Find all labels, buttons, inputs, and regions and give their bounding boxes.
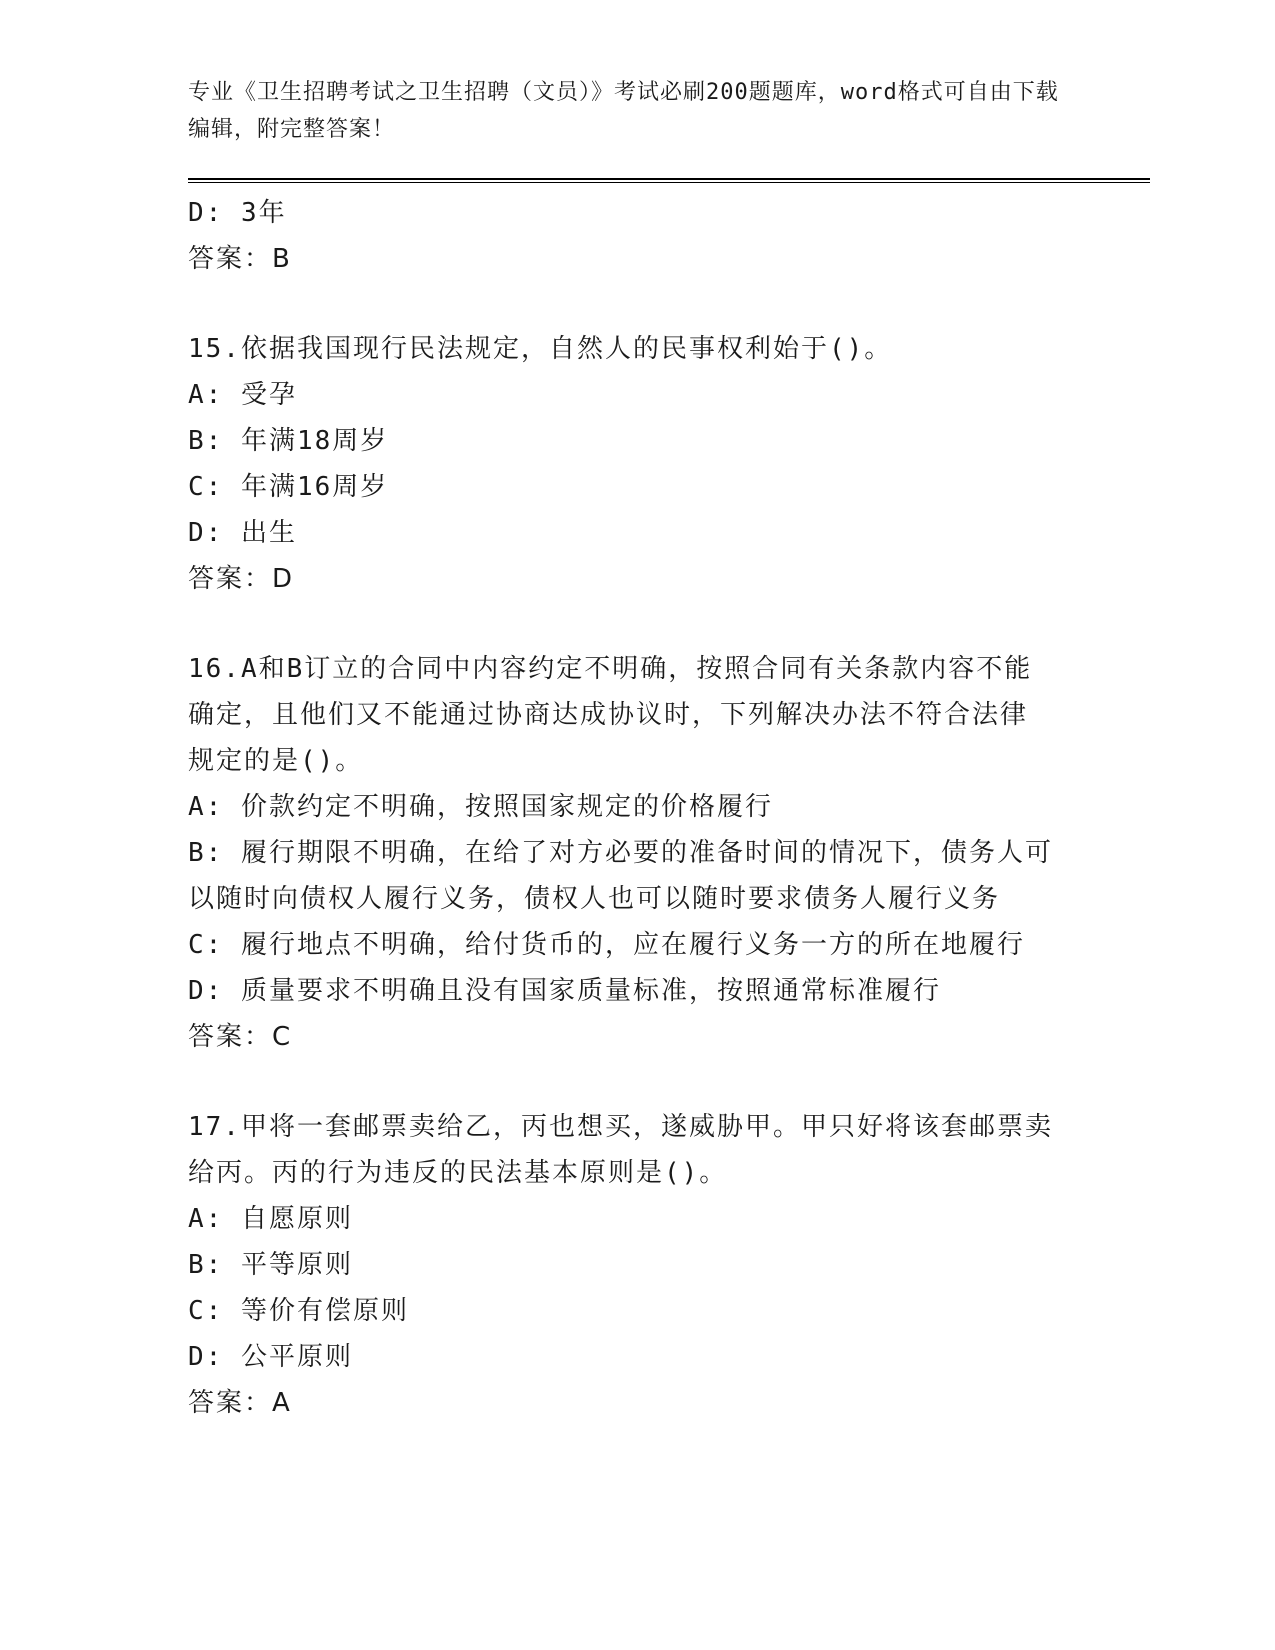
- option-d: D: 公平原则: [188, 1342, 353, 1372]
- question-stem: 确定，且他们又不能通过协商达成协议时，下列解决办法不符合法律: [188, 700, 1029, 730]
- question-stem: 17.甲将一套邮票卖给乙，丙也想买，遂威胁甲。甲只好将该套邮票卖: [188, 1112, 1053, 1142]
- option-d: D: 3年: [188, 198, 287, 228]
- question-stem: 15.依据我国现行民法规定，自然人的民事权利始于()。: [188, 334, 893, 364]
- option-b-continued: 以随时向债权人履行义务，债权人也可以随时要求债务人履行义务: [188, 884, 1001, 914]
- option-a: A: 受孕: [188, 380, 297, 410]
- question-stem: 给丙。丙的行为违反的民法基本原则是()。: [188, 1158, 728, 1188]
- answer-line: 答案：A: [188, 1388, 292, 1418]
- option-c: C: 等价有偿原则: [188, 1296, 409, 1326]
- question-stem: 16.A和B订立的合同中内容约定不明确，按照合同有关条款内容不能: [188, 654, 1033, 684]
- option-a: A: 自愿原则: [188, 1204, 353, 1234]
- answer-line: 答案：D: [188, 564, 295, 594]
- option-b: B: 平等原则: [188, 1250, 353, 1280]
- question-stem: 规定的是()。: [188, 746, 364, 776]
- answer-line: 答案：B: [188, 244, 292, 274]
- question-15: [188, 326, 1088, 602]
- header-rule-thick: [188, 178, 1150, 180]
- document-header: 专业《卫生招聘考试之卫生招聘（文员）》考试必刷200题题库，word格式可自由下载编辑，附完整答案！: [188, 80, 1059, 142]
- previous-question-tail: [188, 190, 1088, 282]
- document-body: [188, 190, 1088, 1426]
- option-c: C: 年满16周岁: [188, 472, 389, 502]
- option-b: B: 履行期限不明确，在给了对方必要的准备时间的情况下，债务人可: [188, 838, 1053, 868]
- option-b: B: 年满18周岁: [188, 426, 389, 456]
- question-16: [188, 646, 1088, 1060]
- answer-line: 答案：C: [188, 1022, 293, 1052]
- header-rule-thin: [188, 182, 1150, 183]
- option-c: C: 履行地点不明确，给付货币的，应在履行义务一方的所在地履行: [188, 930, 1025, 960]
- option-d: D: 质量要求不明确且没有国家质量标准，按照通常标准履行: [188, 976, 941, 1006]
- option-d: D: 出生: [188, 518, 297, 548]
- question-17: [188, 1104, 1088, 1426]
- option-a: A: 价款约定不明确，按照国家规定的价格履行: [188, 792, 773, 822]
